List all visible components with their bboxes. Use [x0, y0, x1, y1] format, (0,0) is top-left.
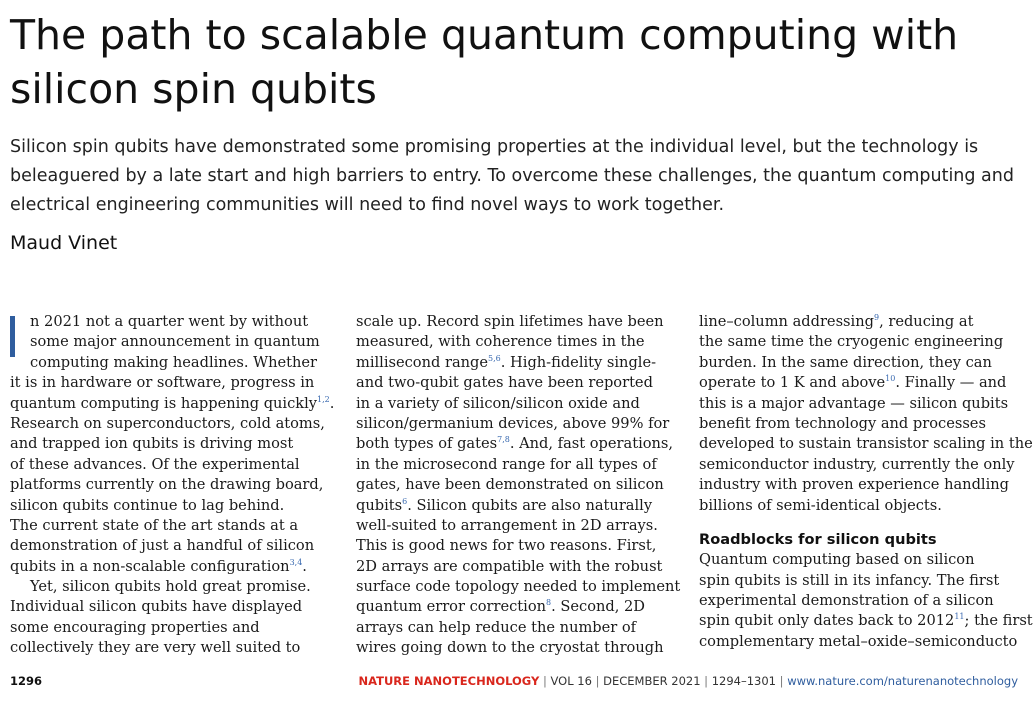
column-3-section-text	[699, 550, 1033, 652]
page-footer	[0, 674, 1024, 694]
text-line	[10, 475, 340, 495]
citation-ref[interactable]: 9	[873, 313, 880, 322]
line-text: silicon qubits continue to lag behind.	[10, 496, 285, 514]
text-line	[699, 373, 1019, 393]
section-heading: Roadblocks for silicon qubits	[699, 530, 937, 548]
text-line	[10, 557, 340, 577]
line-text: developed to sustain transistor scaling in the	[699, 435, 1033, 453]
citation-ref[interactable]: 10	[885, 374, 896, 384]
text-line	[10, 597, 340, 617]
separator: |	[591, 674, 604, 688]
line-text: measured, with coherence times in the	[356, 333, 645, 351]
text-line	[356, 373, 681, 393]
text-line	[356, 516, 681, 536]
text-line	[699, 571, 1019, 591]
text-line	[356, 597, 681, 617]
line-text: Research on superconductors, cold atoms,	[10, 414, 325, 432]
standfirst-line-2: beleaguered by a late start and high barriers to entry. To overcome these challenges, the quantum computing and	[10, 166, 1014, 186]
body-column-3	[699, 312, 1033, 652]
text-line	[10, 577, 340, 597]
citation-ref[interactable]: 1,2	[317, 394, 330, 404]
author-name: Maud Vinet	[10, 232, 118, 254]
citation-ref[interactable]: 5,6	[488, 353, 501, 363]
text-line	[699, 611, 1033, 631]
line-text-continued: . Silicon qubits are also naturally	[407, 496, 653, 514]
line-text: Quantum computing based on silicon	[699, 551, 975, 569]
line-text: qubits in a non-scalable configuration	[10, 557, 290, 575]
line-text: experimental demonstration of a silicon	[699, 592, 994, 610]
line-text: platforms currently on the drawing board,	[10, 476, 324, 494]
text-line	[699, 312, 1019, 332]
text-line	[699, 632, 1019, 652]
text-line	[356, 455, 681, 475]
line-text: quantum computing is happening quickly	[10, 394, 318, 412]
text-line	[356, 434, 681, 454]
line-text: burden. In the same direction, they can	[699, 353, 992, 371]
line-text: complementary metal–oxide–semiconducto	[699, 632, 1018, 650]
article-title	[10, 8, 1010, 116]
line-text: in a variety of silicon/silicon oxide and	[356, 394, 640, 412]
text-line	[356, 312, 681, 332]
text-line	[356, 536, 681, 556]
page-number: 1296	[10, 674, 43, 688]
line-text: Yet, silicon qubits hold great promise.	[30, 578, 311, 596]
text-line	[699, 550, 1019, 570]
line-text-continued: . Finally — and	[895, 374, 1007, 392]
text-line	[10, 414, 340, 434]
line-text-continued: .	[329, 394, 335, 412]
line-text-continued: . Second, 2D	[551, 598, 645, 616]
text-line	[356, 557, 681, 577]
line-text: benefit from technology and processes	[699, 414, 986, 432]
journal-name[interactable]: NATURE NANOTECHNOLOGY	[358, 674, 540, 688]
title-line-2: silicon spin qubits	[10, 65, 377, 113]
line-text: millisecond range	[356, 353, 489, 371]
text-line	[10, 618, 340, 638]
line-text: scale up. Record spin lifetimes have been	[356, 313, 664, 330]
title-line-1: The path to scalable quantum computing with	[10, 11, 959, 59]
line-text: quantum error correction	[356, 598, 547, 616]
text-line	[356, 618, 681, 638]
line-text: arrays can help reduce the number of	[356, 618, 637, 636]
text-line	[356, 496, 681, 516]
citation-ref[interactable]: 3,4	[289, 557, 303, 567]
line-text: spin qubit only dates back to 2012	[699, 612, 955, 630]
text-line	[699, 434, 1033, 454]
text-line	[699, 455, 1019, 475]
text-line	[356, 394, 681, 414]
line-text: wires going down to the cryostat through	[356, 639, 664, 657]
text-line	[699, 414, 1019, 434]
line-text: collectively they are very well suited to	[10, 639, 301, 657]
text-line	[10, 394, 340, 414]
text-line	[699, 496, 1019, 516]
citation-ref[interactable]: 8	[546, 598, 552, 608]
page-range: 1294–1301	[711, 674, 777, 688]
line-text: surface code topology needed to implement	[356, 578, 681, 596]
body-column-2	[356, 312, 681, 659]
line-text: line–column addressing	[699, 313, 874, 330]
text-line	[356, 414, 681, 434]
text-line	[699, 475, 1019, 495]
text-line	[10, 496, 340, 516]
text-line	[10, 434, 340, 454]
text-line	[10, 516, 340, 536]
text-line	[10, 312, 340, 332]
text-line	[356, 332, 681, 352]
text-line	[699, 353, 1019, 373]
line-text: both types of gates	[356, 435, 498, 453]
line-text-continued: . And, fast operations,	[509, 435, 674, 453]
text-line	[699, 394, 1019, 414]
line-text: spin qubits is still in its infancy. The first	[699, 571, 1000, 589]
line-text: some encouraging properties and	[10, 618, 260, 636]
text-line	[356, 638, 681, 658]
issue-date: DECEMBER 2021	[603, 674, 701, 688]
body-column-1	[10, 312, 340, 659]
line-text: semiconductor industry, currently the only	[699, 455, 1015, 473]
line-text: billions of semi-identical objects.	[699, 496, 942, 514]
standfirst	[10, 133, 1015, 220]
line-text: gates, have been demonstrated on silicon	[356, 476, 664, 494]
line-text-continued: .	[302, 557, 307, 575]
line-text: silicon/germanium devices, above 99% for	[356, 414, 670, 432]
separator: |	[776, 674, 788, 688]
volume: VOL 16	[550, 674, 592, 688]
line-text: well-suited to arrangement in 2D arrays.	[356, 516, 658, 534]
line-text: The current state of the art stands at a	[10, 516, 299, 534]
standfirst-line-1: Silicon spin qubits have demonstrated some promising properties at the individual level, but the technology is	[10, 137, 979, 157]
standfirst-line-3: electrical engineering communities will need to find novel ways to work together.	[10, 195, 725, 215]
line-text: industry with proven experience handling	[699, 476, 1009, 494]
line-text: n 2021 not a quarter went by without	[30, 313, 309, 330]
citation-ref[interactable]: 6	[402, 496, 408, 506]
line-text: This is good news for two reasons. First,	[356, 537, 657, 555]
column-3-paragraph	[699, 312, 1033, 516]
text-line	[356, 475, 681, 495]
line-text: in the microsecond range for all types of	[356, 455, 657, 473]
separator: |	[539, 674, 551, 688]
text-line	[10, 373, 340, 393]
separator: |	[700, 674, 712, 688]
citation-bar	[358, 674, 1018, 688]
citation-ref[interactable]: 7,8	[497, 435, 510, 445]
line-text-continued: . High-fidelity single-	[500, 353, 657, 371]
line-text: some major announcement in quantum	[30, 333, 320, 351]
text-line	[10, 638, 340, 658]
line-text: of these advances. Of the experimental	[10, 455, 300, 473]
line-text: computing making headlines. Whether	[30, 353, 318, 371]
text-line	[356, 353, 681, 373]
text-line	[10, 353, 340, 373]
line-text: and trapped ion qubits is driving most	[10, 435, 294, 453]
text-line	[10, 536, 340, 556]
citation-ref[interactable]: 11	[954, 612, 965, 622]
line-text: demonstration of just a handful of silicon	[10, 537, 315, 555]
line-text-continued: ; the first	[964, 612, 1033, 630]
line-text: and two-qubit gates have been reported	[356, 374, 653, 392]
line-text: the same time the cryogenic engineering	[699, 333, 1004, 351]
text-line	[10, 332, 340, 352]
text-line	[356, 577, 681, 597]
journal-url-link[interactable]: www.nature.com/naturenanotechnology	[787, 674, 1018, 688]
text-line	[699, 332, 1019, 352]
text-line	[10, 455, 340, 475]
line-text: it is in hardware or software, progress in	[10, 374, 315, 392]
line-text: operate to 1 K and above	[699, 374, 886, 392]
line-text: 2D arrays are compatible with the robust	[356, 557, 663, 575]
line-text: qubits	[356, 496, 403, 514]
line-text: this is a major advantage — silicon qubits	[699, 394, 1009, 412]
text-line	[699, 591, 1019, 611]
line-text-continued: , reducing at	[879, 313, 974, 330]
line-text: Individual silicon qubits have displayed	[10, 598, 303, 616]
